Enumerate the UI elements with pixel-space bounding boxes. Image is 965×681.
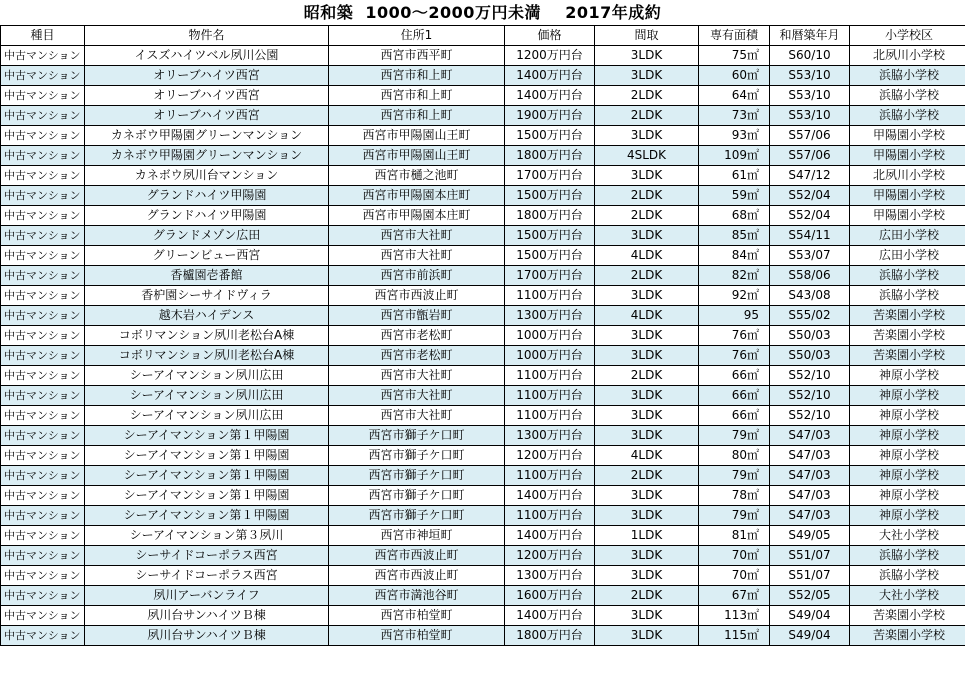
cell-school-district[interactable]: 浜脇小学校	[850, 566, 965, 586]
cell-layout[interactable]: 3LDK	[595, 406, 699, 426]
cell-floor-area[interactable]: 93㎡	[699, 126, 770, 146]
cell-school-district[interactable]: 神原小学校	[850, 406, 965, 426]
cell-address[interactable]: 西宮市大社町	[329, 386, 505, 406]
cell-built-date[interactable]: S52/04	[770, 186, 850, 206]
header-cell-property-name[interactable]: 物件名	[85, 26, 329, 46]
cell-property-name[interactable]: 夙川台サンハイツＢ棟	[85, 626, 329, 646]
cell-layout[interactable]: 3LDK	[595, 326, 699, 346]
cell-floor-area[interactable]: 109㎡	[699, 146, 770, 166]
cell-built-date[interactable]: S53/10	[770, 106, 850, 126]
cell-address[interactable]: 西宮市獅子ケ口町	[329, 446, 505, 466]
cell-layout[interactable]: 3LDK	[595, 226, 699, 246]
cell-price[interactable]: 1200万円台	[505, 446, 595, 466]
cell-layout[interactable]: 2LDK	[595, 466, 699, 486]
cell-built-date[interactable]: S57/06	[770, 146, 850, 166]
cell-floor-area[interactable]: 79㎡	[699, 426, 770, 446]
cell-address[interactable]: 西宮市和上町	[329, 86, 505, 106]
cell-built-date[interactable]: S47/03	[770, 486, 850, 506]
cell-type[interactable]: 中古マンション	[1, 466, 85, 486]
cell-address[interactable]: 西宮市柏堂町	[329, 626, 505, 646]
cell-school-district[interactable]: 神原小学校	[850, 506, 965, 526]
cell-school-district[interactable]: 大社小学校	[850, 586, 965, 606]
cell-property-name[interactable]: 香枦園シーサイドヴィラ	[85, 286, 329, 306]
cell-property-name[interactable]: シーアイマンション夙川広田	[85, 406, 329, 426]
cell-layout[interactable]: 3LDK	[595, 486, 699, 506]
cell-type[interactable]: 中古マンション	[1, 406, 85, 426]
cell-price[interactable]: 1100万円台	[505, 286, 595, 306]
table-row	[1, 466, 965, 486]
cell-property-name[interactable]: グランドハイツ甲陽園	[85, 186, 329, 206]
cell-address[interactable]: 西宮市甲陽園山王町	[329, 126, 505, 146]
cell-address[interactable]: 西宮市満池谷町	[329, 586, 505, 606]
cell-property-name[interactable]: シーアイマンション夙川広田	[85, 366, 329, 386]
table-row	[1, 86, 965, 106]
cell-address[interactable]: 西宮市神垣町	[329, 526, 505, 546]
cell-layout[interactable]: 3LDK	[595, 606, 699, 626]
cell-school-district[interactable]: 神原小学校	[850, 426, 965, 446]
cell-built-date[interactable]: S52/04	[770, 206, 850, 226]
cell-school-district[interactable]: 甲陽園小学校	[850, 186, 965, 206]
cell-type[interactable]: 中古マンション	[1, 526, 85, 546]
cell-price[interactable]: 1500万円台	[505, 186, 595, 206]
cell-built-date[interactable]: S52/05	[770, 586, 850, 606]
table-row	[1, 606, 965, 626]
cell-address[interactable]: 西宮市大社町	[329, 226, 505, 246]
cell-school-district[interactable]: 浜脇小学校	[850, 106, 965, 126]
cell-layout[interactable]: 1LDK	[595, 526, 699, 546]
header-cell-built-date[interactable]: 和暦築年月	[770, 26, 850, 46]
cell-property-name[interactable]: シーアイマンション第１甲陽園	[85, 506, 329, 526]
cell-address[interactable]: 西宮市獅子ケ口町	[329, 426, 505, 446]
cell-school-district[interactable]: 神原小学校	[850, 446, 965, 466]
cell-type[interactable]: 中古マンション	[1, 306, 85, 326]
cell-type[interactable]: 中古マンション	[1, 626, 85, 646]
cell-property-name[interactable]: シーアイマンション第１甲陽園	[85, 426, 329, 446]
cell-address[interactable]: 西宮市西波止町	[329, 566, 505, 586]
cell-type[interactable]: 中古マンション	[1, 86, 85, 106]
header-cell-floor-area[interactable]: 専有面積	[699, 26, 770, 46]
cell-floor-area[interactable]: 92㎡	[699, 286, 770, 306]
cell-address[interactable]: 西宮市西波止町	[329, 286, 505, 306]
cell-built-date[interactable]: S54/11	[770, 226, 850, 246]
cell-layout[interactable]: 3LDK	[595, 426, 699, 446]
cell-layout[interactable]: 3LDK	[595, 386, 699, 406]
cell-price[interactable]: 1300万円台	[505, 426, 595, 446]
cell-floor-area[interactable]: 79㎡	[699, 506, 770, 526]
table-row	[1, 386, 965, 406]
cell-built-date[interactable]: S47/03	[770, 426, 850, 446]
cell-built-date[interactable]: S58/06	[770, 266, 850, 286]
cell-school-district[interactable]: 浜脇小学校	[850, 546, 965, 566]
table-row	[1, 146, 965, 166]
cell-built-date[interactable]: S50/03	[770, 346, 850, 366]
cell-type[interactable]: 中古マンション	[1, 446, 85, 466]
cell-type[interactable]: 中古マンション	[1, 226, 85, 246]
table-row	[1, 446, 965, 466]
cell-floor-area[interactable]: 78㎡	[699, 486, 770, 506]
cell-address[interactable]: 西宮市獅子ケ口町	[329, 466, 505, 486]
cell-built-date[interactable]: S52/10	[770, 386, 850, 406]
cell-built-date[interactable]: S55/02	[770, 306, 850, 326]
table-row	[1, 406, 965, 426]
cell-built-date[interactable]: S53/10	[770, 66, 850, 86]
cell-layout[interactable]: 2LDK	[595, 266, 699, 286]
cell-school-district[interactable]: 苦楽園小学校	[850, 626, 965, 646]
cell-school-district[interactable]: 神原小学校	[850, 366, 965, 386]
table-row	[1, 226, 965, 246]
cell-property-name[interactable]: シーアイマンション第１甲陽園	[85, 486, 329, 506]
table-row	[1, 506, 965, 526]
table-row	[1, 486, 965, 506]
cell-price[interactable]: 1000万円台	[505, 326, 595, 346]
cell-price[interactable]: 1400万円台	[505, 526, 595, 546]
cell-address[interactable]: 西宮市大社町	[329, 366, 505, 386]
table-row	[1, 346, 965, 366]
cell-layout[interactable]: 2LDK	[595, 106, 699, 126]
cell-type[interactable]: 中古マンション	[1, 206, 85, 226]
cell-property-name[interactable]: シーサイドコーポラス西宮	[85, 546, 329, 566]
cell-type[interactable]: 中古マンション	[1, 586, 85, 606]
header-cell-school-district[interactable]: 小学校区	[850, 26, 965, 46]
cell-type[interactable]: 中古マンション	[1, 146, 85, 166]
cell-school-district[interactable]: 浜脇小学校	[850, 286, 965, 306]
table-row	[1, 66, 965, 86]
cell-built-date[interactable]: S49/05	[770, 526, 850, 546]
cell-floor-area[interactable]: 61㎡	[699, 166, 770, 186]
cell-type[interactable]: 中古マンション	[1, 286, 85, 306]
cell-property-name[interactable]: グリーンビュー西宮	[85, 246, 329, 266]
cell-floor-area[interactable]: 95	[699, 306, 770, 326]
cell-floor-area[interactable]: 79㎡	[699, 466, 770, 486]
cell-address[interactable]: 西宮市和上町	[329, 106, 505, 126]
cell-layout[interactable]: 3LDK	[595, 66, 699, 86]
cell-built-date[interactable]: S47/03	[770, 446, 850, 466]
cell-address[interactable]: 西宮市獅子ケ口町	[329, 486, 505, 506]
cell-layout[interactable]: 2LDK	[595, 366, 699, 386]
cell-school-district[interactable]: 広田小学校	[850, 226, 965, 246]
table-row	[1, 186, 965, 206]
cell-floor-area[interactable]: 70㎡	[699, 546, 770, 566]
table-row	[1, 206, 965, 226]
cell-price[interactable]: 1000万円台	[505, 346, 595, 366]
cell-address[interactable]: 西宮市和上町	[329, 66, 505, 86]
cell-address[interactable]: 西宮市甲陽園本庄町	[329, 186, 505, 206]
cell-property-name[interactable]: グランドメゾン広田	[85, 226, 329, 246]
cell-built-date[interactable]: S57/06	[770, 126, 850, 146]
header-cell-price[interactable]: 価格	[505, 26, 595, 46]
table-row	[1, 166, 965, 186]
cell-school-district[interactable]: 浜脇小学校	[850, 86, 965, 106]
cell-property-name[interactable]: イスズハイツベル夙川公園	[85, 46, 329, 66]
cell-built-date[interactable]: S43/08	[770, 286, 850, 306]
cell-layout[interactable]: 4LDK	[595, 446, 699, 466]
cell-school-district[interactable]: 苦楽園小学校	[850, 306, 965, 326]
cell-layout[interactable]: 4LDK	[595, 306, 699, 326]
table-row	[1, 366, 965, 386]
cell-type[interactable]: 中古マンション	[1, 126, 85, 146]
cell-property-name[interactable]: シーアイマンション第１甲陽園	[85, 446, 329, 466]
cell-school-district[interactable]: 苦楽園小学校	[850, 326, 965, 346]
cell-school-district[interactable]: 神原小学校	[850, 386, 965, 406]
cell-school-district[interactable]: 苦楽園小学校	[850, 346, 965, 366]
cell-school-district[interactable]: 大社小学校	[850, 526, 965, 546]
cell-address[interactable]: 西宮市大社町	[329, 406, 505, 426]
cell-floor-area[interactable]: 76㎡	[699, 326, 770, 346]
cell-built-date[interactable]: S51/07	[770, 546, 850, 566]
cell-built-date[interactable]: S60/10	[770, 46, 850, 66]
cell-property-name[interactable]: コボリマンション夙川老松台A棟	[85, 346, 329, 366]
cell-school-district[interactable]: 苦楽園小学校	[850, 606, 965, 626]
cell-address[interactable]: 西宮市西波止町	[329, 546, 505, 566]
cell-property-name[interactable]: 越木岩ハイデンス	[85, 306, 329, 326]
cell-property-name[interactable]: コボリマンション夙川老松台A棟	[85, 326, 329, 346]
cell-layout[interactable]: 3LDK	[595, 286, 699, 306]
cell-property-name[interactable]: 夙川アーバンライフ	[85, 586, 329, 606]
table-row	[1, 46, 965, 66]
cell-layout[interactable]: 3LDK	[595, 166, 699, 186]
cell-price[interactable]: 1200万円台	[505, 546, 595, 566]
cell-floor-area[interactable]: 68㎡	[699, 206, 770, 226]
cell-school-district[interactable]: 北夙川小学校	[850, 46, 965, 66]
cell-floor-area[interactable]: 66㎡	[699, 386, 770, 406]
cell-address[interactable]: 西宮市甲陽園本庄町	[329, 206, 505, 226]
cell-school-district[interactable]: 甲陽園小学校	[850, 206, 965, 226]
cell-price[interactable]: 1300万円台	[505, 566, 595, 586]
cell-price[interactable]: 1400万円台	[505, 66, 595, 86]
cell-price[interactable]: 1600万円台	[505, 586, 595, 606]
cell-property-name[interactable]: オリーブハイツ西宮	[85, 66, 329, 86]
cell-price[interactable]: 1500万円台	[505, 246, 595, 266]
cell-price[interactable]: 1500万円台	[505, 126, 595, 146]
cell-price[interactable]: 1100万円台	[505, 386, 595, 406]
cell-floor-area[interactable]: 70㎡	[699, 566, 770, 586]
cell-price[interactable]: 1100万円台	[505, 406, 595, 426]
cell-price[interactable]: 1200万円台	[505, 46, 595, 66]
cell-floor-area[interactable]: 82㎡	[699, 266, 770, 286]
cell-layout[interactable]: 2LDK	[595, 186, 699, 206]
table-body	[1, 46, 965, 646]
table-row	[1, 326, 965, 346]
cell-school-district[interactable]: 神原小学校	[850, 466, 965, 486]
cell-school-district[interactable]: 浜脇小学校	[850, 66, 965, 86]
cell-property-name[interactable]: 香櫨園壱番館	[85, 266, 329, 286]
cell-type[interactable]: 中古マンション	[1, 366, 85, 386]
cell-property-name[interactable]: カネボウ夙川台マンション	[85, 166, 329, 186]
table-row	[1, 546, 965, 566]
cell-property-name[interactable]: オリーブハイツ西宮	[85, 106, 329, 126]
cell-type[interactable]: 中古マンション	[1, 506, 85, 526]
cell-type[interactable]: 中古マンション	[1, 166, 85, 186]
cell-layout[interactable]: 4SLDK	[595, 146, 699, 166]
cell-floor-area[interactable]: 73㎡	[699, 106, 770, 126]
cell-type[interactable]: 中古マンション	[1, 546, 85, 566]
cell-price[interactable]: 1400万円台	[505, 606, 595, 626]
cell-school-district[interactable]: 甲陽園小学校	[850, 126, 965, 146]
cell-layout[interactable]: 4LDK	[595, 246, 699, 266]
cell-built-date[interactable]: S52/10	[770, 366, 850, 386]
listings-table	[0, 25, 965, 646]
cell-layout[interactable]: 2LDK	[595, 206, 699, 226]
cell-layout[interactable]: 3LDK	[595, 566, 699, 586]
cell-price[interactable]: 1100万円台	[505, 506, 595, 526]
cell-property-name[interactable]: オリーブハイツ西宮	[85, 86, 329, 106]
table-row	[1, 426, 965, 446]
cell-built-date[interactable]: S47/03	[770, 466, 850, 486]
header-cell-layout[interactable]: 間取	[595, 26, 699, 46]
cell-address[interactable]: 西宮市大社町	[329, 246, 505, 266]
cell-type[interactable]: 中古マンション	[1, 266, 85, 286]
cell-layout[interactable]: 2LDK	[595, 586, 699, 606]
cell-type[interactable]: 中古マンション	[1, 66, 85, 86]
cell-layout[interactable]: 3LDK	[595, 626, 699, 646]
cell-floor-area[interactable]: 66㎡	[699, 366, 770, 386]
header-row	[1, 26, 965, 46]
cell-floor-area[interactable]: 81㎡	[699, 526, 770, 546]
cell-type[interactable]: 中古マンション	[1, 326, 85, 346]
header-cell-address[interactable]: 住所1	[329, 26, 505, 46]
cell-price[interactable]: 1800万円台	[505, 206, 595, 226]
cell-built-date[interactable]: S51/07	[770, 566, 850, 586]
cell-school-district[interactable]: 神原小学校	[850, 486, 965, 506]
cell-floor-area[interactable]: 80㎡	[699, 446, 770, 466]
cell-address[interactable]: 西宮市老松町	[329, 346, 505, 366]
table-row	[1, 566, 965, 586]
cell-address[interactable]: 西宮市西平町	[329, 46, 505, 66]
cell-floor-area[interactable]: 84㎡	[699, 246, 770, 266]
cell-school-district[interactable]: 甲陽園小学校	[850, 146, 965, 166]
table-row	[1, 526, 965, 546]
cell-property-name[interactable]: シーサイドコーポラス西宮	[85, 566, 329, 586]
cell-layout[interactable]: 3LDK	[595, 46, 699, 66]
cell-type[interactable]: 中古マンション	[1, 106, 85, 126]
header-cell-type[interactable]: 種目	[1, 26, 85, 46]
cell-built-date[interactable]: S50/03	[770, 326, 850, 346]
table-row	[1, 286, 965, 306]
table-row	[1, 246, 965, 266]
cell-property-name[interactable]: シーアイマンション第１甲陽園	[85, 466, 329, 486]
cell-address[interactable]: 西宮市柏堂町	[329, 606, 505, 626]
cell-built-date[interactable]: S53/07	[770, 246, 850, 266]
table-row	[1, 106, 965, 126]
cell-property-name[interactable]: シーアイマンション夙川広田	[85, 386, 329, 406]
cell-type[interactable]: 中古マンション	[1, 566, 85, 586]
cell-price[interactable]: 1100万円台	[505, 366, 595, 386]
cell-type[interactable]: 中古マンション	[1, 426, 85, 446]
cell-property-name[interactable]: 夙川台サンハイツＢ棟	[85, 606, 329, 626]
cell-type[interactable]: 中古マンション	[1, 46, 85, 66]
cell-property-name[interactable]: カネボウ甲陽園グリーンマンション	[85, 146, 329, 166]
cell-built-date[interactable]: S47/12	[770, 166, 850, 186]
cell-built-date[interactable]: S49/04	[770, 626, 850, 646]
cell-address[interactable]: 西宮市樋之池町	[329, 166, 505, 186]
table-row	[1, 126, 965, 146]
cell-address[interactable]: 西宮市前浜町	[329, 266, 505, 286]
cell-price[interactable]: 1400万円台	[505, 486, 595, 506]
cell-floor-area[interactable]: 59㎡	[699, 186, 770, 206]
table-header	[1, 26, 965, 46]
cell-type[interactable]: 中古マンション	[1, 186, 85, 206]
cell-address[interactable]: 西宮市甲陽園山王町	[329, 146, 505, 166]
cell-built-date[interactable]: S53/10	[770, 86, 850, 106]
cell-floor-area[interactable]: 115㎡	[699, 626, 770, 646]
cell-floor-area[interactable]: 66㎡	[699, 406, 770, 426]
cell-address[interactable]: 西宮市甑岩町	[329, 306, 505, 326]
cell-school-district[interactable]: 広田小学校	[850, 246, 965, 266]
cell-price[interactable]: 1100万円台	[505, 466, 595, 486]
cell-floor-area[interactable]: 64㎡	[699, 86, 770, 106]
cell-floor-area[interactable]: 113㎡	[699, 606, 770, 626]
table-row	[1, 586, 965, 606]
cell-type[interactable]: 中古マンション	[1, 606, 85, 626]
cell-built-date[interactable]: S52/10	[770, 406, 850, 426]
cell-type[interactable]: 中古マンション	[1, 346, 85, 366]
cell-school-district[interactable]: 浜脇小学校	[850, 266, 965, 286]
cell-price[interactable]: 1700万円台	[505, 166, 595, 186]
cell-type[interactable]: 中古マンション	[1, 386, 85, 406]
cell-property-name[interactable]: シーアイマンション第３夙川	[85, 526, 329, 546]
cell-type[interactable]: 中古マンション	[1, 486, 85, 506]
table-row	[1, 266, 965, 286]
cell-layout[interactable]: 3LDK	[595, 546, 699, 566]
cell-price[interactable]: 1700万円台	[505, 266, 595, 286]
cell-price[interactable]: 1900万円台	[505, 106, 595, 126]
cell-address[interactable]: 西宮市獅子ケ口町	[329, 506, 505, 526]
table-row	[1, 306, 965, 326]
cell-property-name[interactable]: カネボウ甲陽園グリーンマンション	[85, 126, 329, 146]
cell-floor-area[interactable]: 67㎡	[699, 586, 770, 606]
cell-floor-area[interactable]: 60㎡	[699, 66, 770, 86]
cell-price[interactable]: 1500万円台	[505, 226, 595, 246]
cell-floor-area[interactable]: 85㎡	[699, 226, 770, 246]
cell-layout[interactable]: 3LDK	[595, 506, 699, 526]
cell-built-date[interactable]: S47/03	[770, 506, 850, 526]
cell-price[interactable]: 1400万円台	[505, 86, 595, 106]
cell-built-date[interactable]: S49/04	[770, 606, 850, 626]
table-row	[1, 626, 965, 646]
cell-floor-area[interactable]: 75㎡	[699, 46, 770, 66]
cell-price[interactable]: 1300万円台	[505, 306, 595, 326]
cell-layout[interactable]: 2LDK	[595, 86, 699, 106]
cell-price[interactable]: 1800万円台	[505, 626, 595, 646]
cell-floor-area[interactable]: 76㎡	[699, 346, 770, 366]
sheet-title: 昭和築 1000～2000万円未満 2017年成約	[303, 3, 662, 22]
cell-layout[interactable]: 3LDK	[595, 346, 699, 366]
cell-school-district[interactable]: 北夙川小学校	[850, 166, 965, 186]
cell-layout[interactable]: 3LDK	[595, 126, 699, 146]
cell-address[interactable]: 西宮市老松町	[329, 326, 505, 346]
cell-property-name[interactable]: グランドハイツ甲陽園	[85, 206, 329, 226]
cell-price[interactable]: 1800万円台	[505, 146, 595, 166]
cell-type[interactable]: 中古マンション	[1, 246, 85, 266]
